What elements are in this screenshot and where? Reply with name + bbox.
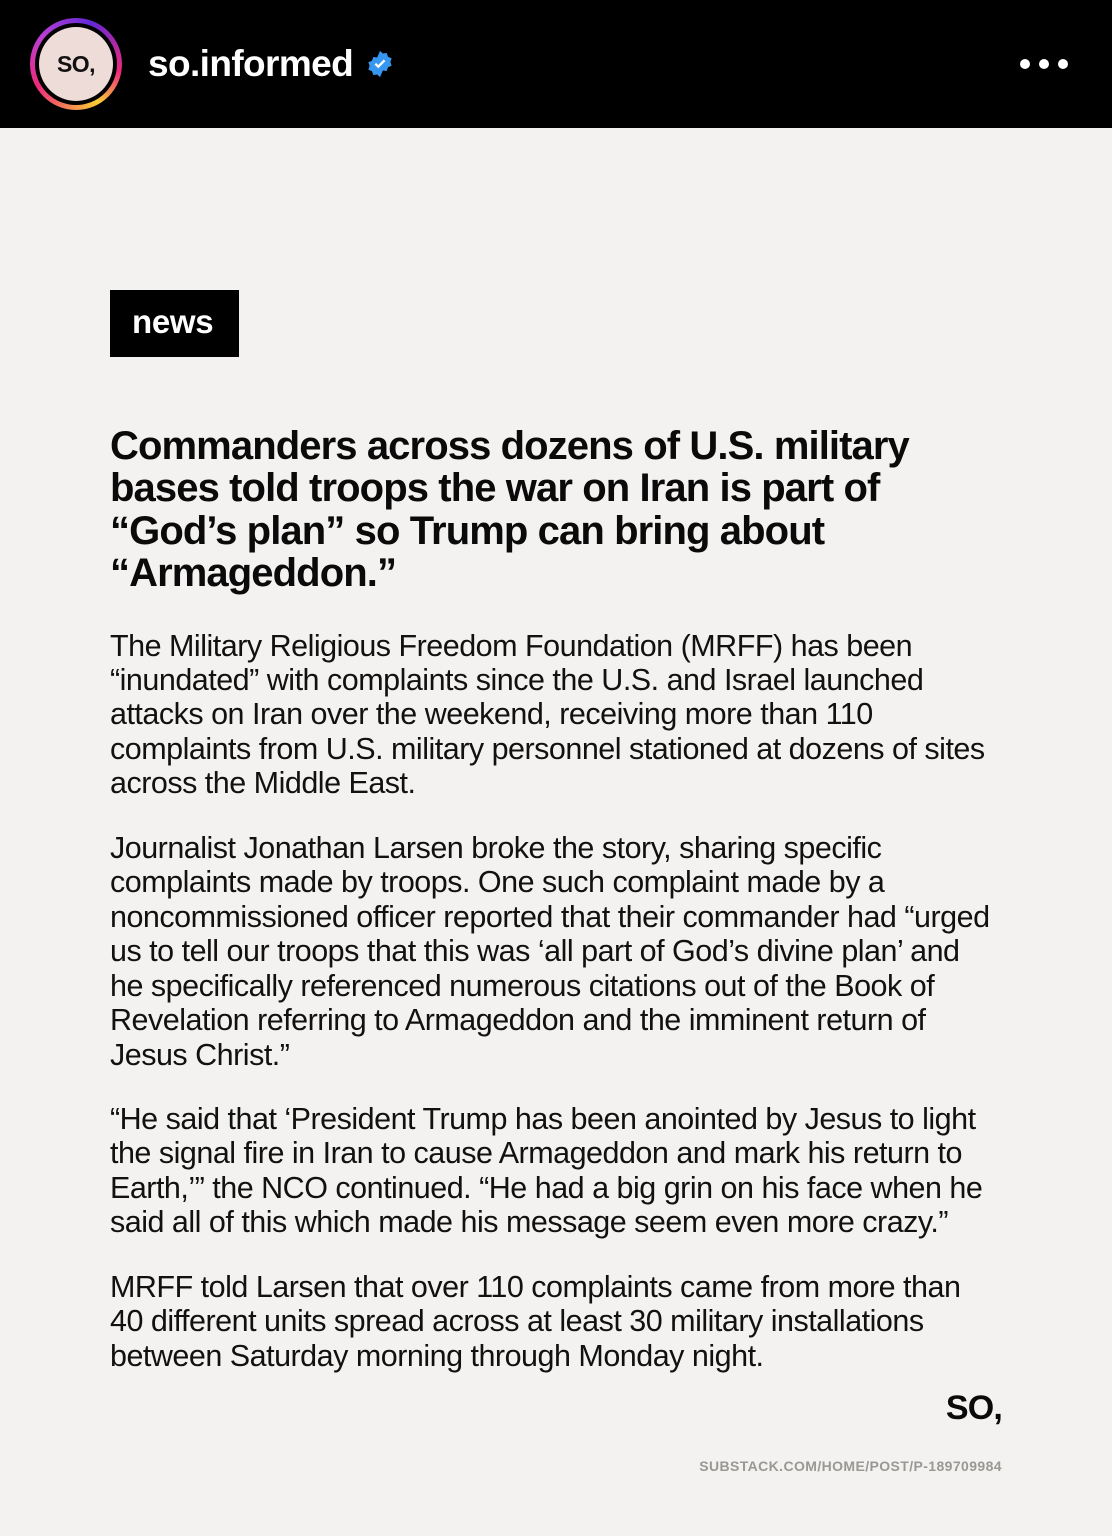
post-header: [0, 0, 1112, 128]
avatar-initials: SO,: [39, 27, 113, 101]
body-paragraph-4: MRFF told Larsen that over 110 complaints came from more than 40 different units spread across at least 30 military installations between Saturday morning through Monday night.: [110, 1269, 961, 1373]
category-badge: news: [110, 290, 239, 357]
source-url-label: SUBSTACK.COM/HOME/POST/P-189709984: [699, 1458, 1002, 1474]
username-label: so.informed: [148, 43, 354, 84]
avatar-inner-ring: [35, 23, 117, 105]
more-options-icon[interactable]: [1020, 59, 1076, 69]
post-body: [0, 128, 1112, 1536]
page-title: Commanders across dozens of U.S. military bases told troops the war on Iran is part of “God’s plan” so Trump can bring about “Armageddon.”: [110, 424, 909, 596]
avatar[interactable]: [30, 18, 122, 110]
account-name-group[interactable]: [148, 43, 395, 85]
body-paragraph-3: “He said that ‘President Trump has been anointed by Jesus to light the signal fire in Iran to cause Armageddon and mark his return to Earth,’” the NCO continued. “He had a big grin on his face when he said all of this which made his message seem even more crazy.”: [110, 1102, 983, 1240]
verified-badge-icon: [365, 49, 395, 79]
body-paragraph-1: The Military Religious Freedom Foundation (MRFF) has been “inundated” with complaints since the U.S. and Israel launched attacks on Iran over the weekend, receiving more than 110 complaints from U.S. military personnel stationed at dozens of sites across the Middle East.: [110, 628, 985, 801]
more-dot-1: [1020, 59, 1030, 69]
more-dot-2: [1039, 59, 1049, 69]
more-dot-3: [1058, 59, 1068, 69]
body-paragraph-2: Journalist Jonathan Larsen broke the story, sharing specific complaints made by troops. One such complaint made by a noncommissioned officer reported that their commander had “urged us to tell our troops that this was ‘all part of God’s divine plan’ and he specifically referenced numerous citations out of the Book of Revelation referring to Armageddon and the imminent return of Jesus Christ.”: [110, 830, 990, 1072]
brand-signature: SO,: [945, 1389, 1002, 1427]
